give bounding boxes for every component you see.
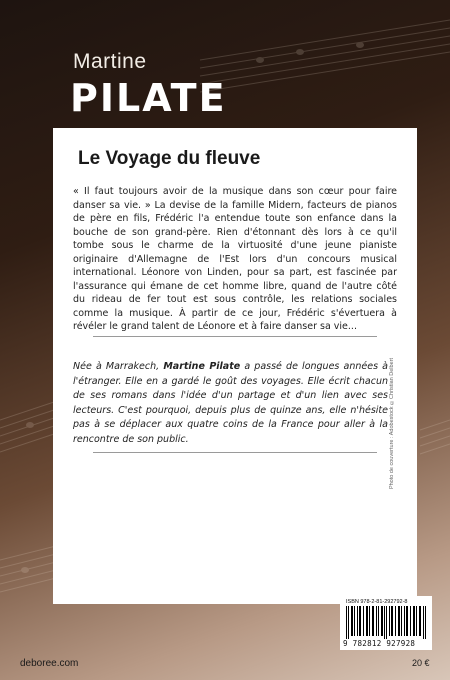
book-title: Le Voyage du fleuve (78, 148, 261, 169)
author-last-name: PILATE (70, 76, 227, 120)
isbn-number: ISBN 978-2-81-292792-8 (346, 599, 408, 605)
publisher-website: deboree.com (20, 658, 79, 669)
divider-bottom (93, 452, 377, 453)
divider-top (93, 336, 377, 337)
author-bio (73, 360, 388, 447)
price: 20 € (412, 658, 430, 668)
photo-credit: Photo de couverture : Adobestock ©Christian Delbert (389, 358, 395, 490)
barcode (340, 596, 432, 650)
author-first-name: Martine (73, 50, 147, 73)
bio-prefix: Née à Marrakech, (73, 361, 164, 372)
bio-author-name: Martine Pilate (163, 361, 241, 372)
bio-text: a passé de longues années à l'étranger. Elle en a gardé le goût des voyages. Elle écrit chacun de ses romans dans l'idée d'un partage et d'un lien avec ses lecteurs. C'est pourquoi, depuis plus de quinze ans, elle n'hésite pas à se déplacer aux quatre coins de la France pour aller à la rencontre de son public. (73, 361, 388, 445)
book-synopsis: « Il faut toujours avoir de la musique dans son cœur pour faire danser sa vie. » La devise de la famille Midern, facteurs de pianos de père en fils, Frédéric l'a entendue toute son enfance dans la bouche de son grand-père. Rien d'étonnant dès lors à ce qu'il tombe sous le charme de la virtuosité d'une jeune pianiste originaire d'Allemagne de l'Est lors d'un concours musical international. Léonore von Linden, pour sa part, est fascinée par l'assurance qui émane de cet homme libre, quand de l'autre côté du rideau de fer tout est sous contrôle, les relations sociales comme la musique. À partir de ce jour, Frédéric s'évertuera à révéler le grand talent de Léonore et à faire danser sa vie... (73, 186, 397, 332)
barcode-bars (346, 606, 426, 639)
back-cover-text-panel (53, 128, 417, 604)
ean-digits: 9 782812 927928 (343, 639, 416, 648)
